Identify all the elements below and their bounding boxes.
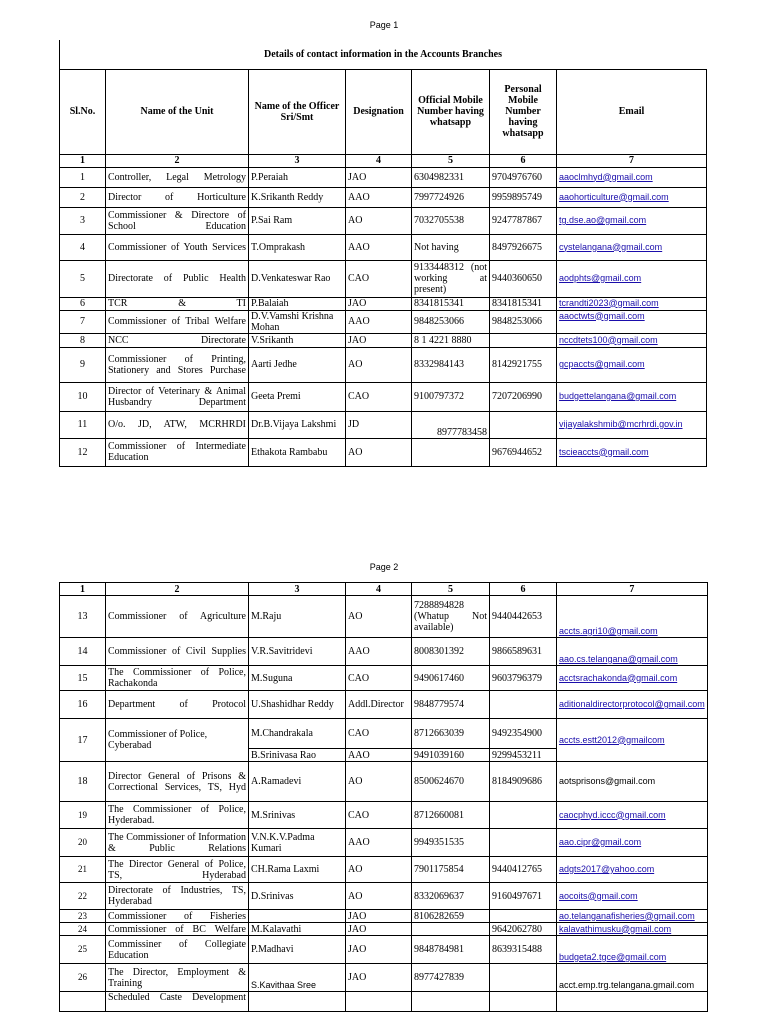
sl-no-cell: [60, 992, 106, 1012]
personal-mobile-cell: 9492354900: [490, 719, 557, 749]
designation-cell: AO: [346, 207, 412, 234]
officer-name-cell: M.Chandrakala: [249, 719, 346, 749]
officer-name-cell: M.Raju: [249, 596, 346, 638]
sl-no-cell: 15: [60, 666, 106, 691]
table-row: [60, 297, 707, 310]
official-mobile-cell: 8977427839: [412, 964, 490, 992]
personal-mobile-cell: 7207206990: [490, 382, 557, 411]
unit-name-cell: Commissioner of Police, Cyberabad: [106, 719, 249, 762]
personal-mobile-cell: 8341815341: [490, 297, 557, 310]
column-number: 5: [412, 583, 490, 596]
email-cell[interactable]: vijayalakshmib@mcrhrdi.gov.in: [557, 411, 707, 438]
email-cell[interactable]: aao.cipr@gmail.com: [557, 829, 708, 857]
unit-name-cell: TCR & TI: [106, 297, 249, 310]
personal-mobile-cell: 9642062780: [490, 923, 557, 936]
official-mobile-cell: 7901175854: [412, 857, 490, 883]
designation-cell: CAO: [346, 802, 412, 829]
email-cell[interactable]: aditionaldirectorprotocol@gmail.com: [557, 691, 708, 719]
officer-name-cell: V.R.Savitridevi: [249, 638, 346, 666]
designation-cell: AAO: [346, 638, 412, 666]
officer-name-cell: A.Ramadevi: [249, 762, 346, 802]
designation-cell: CAO: [346, 382, 412, 411]
personal-mobile-cell: 9440360650: [490, 260, 557, 297]
email-cell[interactable]: tscieaccts@gmail.com: [557, 438, 707, 466]
email-cell[interactable]: aaoctwts@gmail.com: [557, 310, 707, 333]
designation-cell: JAO: [346, 167, 412, 187]
sl-no-cell: 26: [60, 964, 106, 992]
official-mobile-cell: 9133448312 (not working at present): [412, 260, 490, 297]
unit-name-cell: The Director General of Police, TS, Hyderabad: [106, 857, 249, 883]
column-number: 7: [557, 583, 708, 596]
designation-cell: Addl.Director: [346, 691, 412, 719]
email-cell[interactable]: kalavathimusku@gmail.com: [557, 923, 708, 936]
officer-name-cell: P.Madhavi: [249, 936, 346, 964]
personal-mobile-cell: [490, 910, 557, 923]
email-cell[interactable]: caocphyd.iccc@gmail.com: [557, 802, 708, 829]
official-mobile-cell: 8 1 4221 8880: [412, 333, 490, 347]
personal-mobile-cell: [490, 964, 557, 992]
officer-name-cell: Dr.B.Vijaya Lakshmi: [249, 411, 346, 438]
email-cell[interactable]: budgeta2.tgce@gmail.com: [557, 936, 708, 964]
column-number: 3: [249, 583, 346, 596]
column-number: 3: [249, 154, 346, 167]
column-header-7: Email: [557, 69, 707, 154]
sl-no-cell: 17: [60, 719, 106, 762]
contact-table-page-1: [59, 40, 707, 467]
official-mobile-cell: 8712663039: [412, 719, 490, 749]
table-row: [60, 829, 708, 857]
table-row: [60, 883, 708, 910]
designation-cell: JAO: [346, 936, 412, 964]
officer-name-cell: M.Kalavathi: [249, 923, 346, 936]
table-title: Details of contact information in the Accounts Branches: [263, 48, 503, 60]
column-header-4: Designation: [346, 69, 412, 154]
designation-cell: JD: [346, 411, 412, 438]
designation-cell: AO: [346, 883, 412, 910]
unit-name-cell: Commissioner of Tribal Welfare: [106, 310, 249, 333]
personal-mobile-cell: 9676944652: [490, 438, 557, 466]
official-mobile-cell: 8341815341: [412, 297, 490, 310]
designation-cell: AO: [346, 857, 412, 883]
officer-name-cell: V.Srikanth: [249, 333, 346, 347]
table-row: [60, 992, 708, 1012]
official-mobile-cell: [412, 438, 490, 466]
table-row: [60, 207, 707, 234]
designation-cell: AO: [346, 347, 412, 382]
table-row: [60, 310, 707, 333]
sl-no-cell: 22: [60, 883, 106, 910]
personal-mobile-cell: 8184909686: [490, 762, 557, 802]
unit-name-cell: Commissioner of Civil Supplies: [106, 638, 249, 666]
sl-no-cell: 25: [60, 936, 106, 964]
column-number: 1: [60, 154, 106, 167]
table-row: [60, 333, 707, 347]
header-row: [60, 69, 707, 154]
officer-name-cell: B.Srinivasa Rao: [249, 749, 346, 762]
officer-name-cell: K.Srikanth Reddy: [249, 187, 346, 207]
designation-cell: AAO: [346, 187, 412, 207]
unit-name-cell: Directorate of Industries, TS, Hyderabad: [106, 883, 249, 910]
unit-name-cell: Directorate of Public Health: [106, 260, 249, 297]
unit-name-cell: The Commissioner of Police, Rachakonda: [106, 666, 249, 691]
sl-no-cell: 11: [60, 411, 106, 438]
designation-cell: CAO: [346, 260, 412, 297]
sl-no-cell: 8: [60, 333, 106, 347]
designation-cell: AO: [346, 596, 412, 638]
email-cell[interactable]: accts.estt2012@gmailcom: [557, 719, 708, 762]
unit-name-cell: O/o. JD, ATW, MCRHRDI: [106, 411, 249, 438]
table-row: [60, 596, 708, 638]
designation-cell: JAO: [346, 297, 412, 310]
unit-name-cell: Commissioner of Intermediate Education: [106, 438, 249, 466]
unit-name-cell: Director of Veterinary & Animal Husbandry Department: [106, 382, 249, 411]
email-cell[interactable]: gcpaccts@gmail.com: [557, 347, 707, 382]
personal-mobile-cell: 8142921755: [490, 347, 557, 382]
personal-mobile-cell: 9247787867: [490, 207, 557, 234]
designation-cell: CAO: [346, 719, 412, 749]
table-row: [60, 438, 707, 466]
official-mobile-cell: 9848253066: [412, 310, 490, 333]
unit-name-cell: Commissioner of Youth Services: [106, 234, 249, 260]
official-mobile-cell: [412, 923, 490, 936]
unit-name-cell: Commissioner of BC Welfare: [106, 923, 249, 936]
designation-cell: AAO: [346, 749, 412, 762]
designation-cell: JAO: [346, 923, 412, 936]
column-number: 6: [490, 154, 557, 167]
official-mobile-cell: 9949351535: [412, 829, 490, 857]
email-cell[interactable]: cystelangana@gmail.com: [557, 234, 707, 260]
personal-mobile-cell: 9603796379: [490, 666, 557, 691]
officer-name-cell: U.Shashidhar Reddy: [249, 691, 346, 719]
designation-cell: JAO: [346, 910, 412, 923]
officer-name-cell: M.Srinivas: [249, 802, 346, 829]
official-mobile-cell: 8106282659: [412, 910, 490, 923]
designation-cell: AAO: [346, 829, 412, 857]
designation-cell: AO: [346, 762, 412, 802]
table-row: [60, 691, 708, 719]
officer-name-cell: CH.Rama Laxmi: [249, 857, 346, 883]
officer-name-cell: D.V.Vamshi Krishna Mohan: [249, 310, 346, 333]
officer-name-cell: V.N.K.V.Padma Kumari: [249, 829, 346, 857]
official-mobile-cell: 8332069637: [412, 883, 490, 910]
email-cell[interactable]: aaoclmhyd@gmail.com: [557, 167, 707, 187]
table-row: [60, 260, 707, 297]
email-cell[interactable]: aao.cs.telangana@gmail.com: [557, 638, 708, 666]
official-mobile-cell: 9490617460: [412, 666, 490, 691]
designation-cell: [346, 992, 412, 1012]
table-row: [60, 719, 708, 749]
column-number-row: [60, 583, 708, 596]
officer-name-cell: Geeta Premi: [249, 382, 346, 411]
designation-cell: AAO: [346, 310, 412, 333]
designation-cell: AAO: [346, 234, 412, 260]
column-number-row: [60, 154, 707, 167]
personal-mobile-cell: 9299453211: [490, 749, 557, 762]
officer-name-cell: S.Kavithaa Sree: [249, 964, 346, 992]
table-row: [60, 411, 707, 438]
unit-name-cell: Commissiner of Collegiate Education: [106, 936, 249, 964]
table-row: [60, 964, 708, 992]
email-cell[interactable]: nccdtets100@gmail.com: [557, 333, 707, 347]
email-cell[interactable]: ao.telanganafisheries@gmail.com: [557, 910, 708, 923]
personal-mobile-cell: [490, 411, 557, 438]
sl-no-cell: 20: [60, 829, 106, 857]
table-row: [60, 923, 708, 936]
email-cell[interactable]: aaohorticulture@gmail.com: [557, 187, 707, 207]
officer-name-cell: P.Sai Ram: [249, 207, 346, 234]
officer-name-cell: D.Srinivas: [249, 883, 346, 910]
designation-cell: JAO: [346, 333, 412, 347]
sl-no-cell: 6: [60, 297, 106, 310]
personal-mobile-cell: [490, 802, 557, 829]
sl-no-cell: 2: [60, 187, 106, 207]
official-mobile-cell: 8500624670: [412, 762, 490, 802]
email-cell[interactable]: budgettelangana@gmail.com: [557, 382, 707, 411]
sl-no-cell: 14: [60, 638, 106, 666]
official-mobile-cell: Not having: [412, 234, 490, 260]
sl-no-cell: 4: [60, 234, 106, 260]
personal-mobile-cell: 9704976760: [490, 167, 557, 187]
email-cell[interactable]: aotsprisons@gmail.com: [557, 762, 708, 802]
personal-mobile-cell: 9160497671: [490, 883, 557, 910]
personal-mobile-cell: [490, 691, 557, 719]
officer-name-cell: M.Suguna: [249, 666, 346, 691]
official-mobile-cell: 9100797372: [412, 382, 490, 411]
column-number: 4: [346, 583, 412, 596]
table-row: [60, 936, 708, 964]
personal-mobile-cell: 9866589631: [490, 638, 557, 666]
designation-cell: CAO: [346, 666, 412, 691]
personal-mobile-cell: [490, 992, 557, 1012]
unit-name-cell: Scheduled Caste Development: [106, 992, 249, 1012]
officer-name-cell: D.Venkateswar Rao: [249, 260, 346, 297]
table-row: [60, 910, 708, 923]
personal-mobile-cell: 9959895749: [490, 187, 557, 207]
table-row: [60, 857, 708, 883]
unit-name-cell: Commissioner & Directore of School Education: [106, 207, 249, 234]
personal-mobile-cell: 9440442653: [490, 596, 557, 638]
personal-mobile-cell: 9848253066: [490, 310, 557, 333]
table-row: [60, 666, 708, 691]
sl-no-cell: 21: [60, 857, 106, 883]
table-row: [60, 187, 707, 207]
column-header-5: Official Mobile Number having whatsapp: [412, 69, 490, 154]
email-cell[interactable]: adgts2017@yahoo.com: [557, 857, 708, 883]
officer-name-cell: [249, 910, 346, 923]
unit-name-cell: The Commissioner of Information & Public Relations: [106, 829, 249, 857]
email-cell[interactable]: accts.agri10@gmail.com: [557, 596, 708, 638]
officer-name-cell: [249, 992, 346, 1012]
email-cell[interactable]: [557, 992, 708, 1012]
column-number: 2: [106, 154, 249, 167]
sl-no-cell: 16: [60, 691, 106, 719]
table-row: [60, 347, 707, 382]
officer-name-cell: P.Balaiah: [249, 297, 346, 310]
column-number: 7: [557, 154, 707, 167]
personal-mobile-cell: 8639315488: [490, 936, 557, 964]
sl-no-cell: 23: [60, 910, 106, 923]
personal-mobile-cell: [490, 333, 557, 347]
sl-no-cell: 1: [60, 167, 106, 187]
official-mobile-cell: [412, 992, 490, 1012]
sl-no-cell: 19: [60, 802, 106, 829]
officer-name-cell: Ethakota Rambabu: [249, 438, 346, 466]
designation-cell: AO: [346, 438, 412, 466]
unit-name-cell: Commissioner of Agriculture: [106, 596, 249, 638]
unit-name-cell: Controller, Legal Metrology: [106, 167, 249, 187]
page-number-1: Page 1: [369, 20, 399, 30]
title-left-border: [59, 40, 60, 69]
column-number: 2: [106, 583, 249, 596]
column-header-1: Sl.No.: [60, 69, 106, 154]
unit-name-cell: Director General of Prisons & Correctional Services, TS, Hyd: [106, 762, 249, 802]
table-row: [60, 167, 707, 187]
sl-no-cell: 13: [60, 596, 106, 638]
official-mobile-cell: 9848779574: [412, 691, 490, 719]
official-mobile-cell: 8977783458: [412, 411, 490, 438]
official-mobile-cell: 7288894828 (Whatup Not available): [412, 596, 490, 638]
unit-name-cell: Director of Horticulture: [106, 187, 249, 207]
official-mobile-cell: 6304982331: [412, 167, 490, 187]
column-number: 6: [490, 583, 557, 596]
email-cell[interactable]: tg.dse.ao@gmail.com: [557, 207, 707, 234]
official-mobile-cell: 9848784981: [412, 936, 490, 964]
personal-mobile-cell: [490, 829, 557, 857]
official-mobile-cell: 8008301392: [412, 638, 490, 666]
official-mobile-cell: 9491039160: [412, 749, 490, 762]
officer-name-cell: P.Peraiah: [249, 167, 346, 187]
email-cell[interactable]: tcrandti2023@gmail.com: [557, 297, 707, 310]
personal-mobile-cell: 9440412765: [490, 857, 557, 883]
official-mobile-cell: 8332984143: [412, 347, 490, 382]
email-cell[interactable]: acct.emp.trg.telangana.gmail.com: [557, 964, 708, 992]
sl-no-cell: 3: [60, 207, 106, 234]
page-number-2: Page 2: [369, 562, 399, 572]
contact-table-page-2: [59, 582, 708, 1012]
officer-name-cell: T.Omprakash: [249, 234, 346, 260]
unit-name-cell: Commissioner of Printing, Stationery and Stores Purchase: [106, 347, 249, 382]
personal-mobile-cell: 8497926675: [490, 234, 557, 260]
unit-name-cell: Commissioner of Fisheries: [106, 910, 249, 923]
designation-cell: JAO: [346, 964, 412, 992]
sl-no-cell: 24: [60, 923, 106, 936]
official-mobile-cell: 8712660081: [412, 802, 490, 829]
column-number: 1: [60, 583, 106, 596]
table-row: [60, 234, 707, 260]
table-row: [60, 802, 708, 829]
officer-name-cell: Aarti Jedhe: [249, 347, 346, 382]
email-cell[interactable]: aocoits@gmail.com: [557, 883, 708, 910]
table-row: [60, 638, 708, 666]
sl-no-cell: 10: [60, 382, 106, 411]
table-row: [60, 762, 708, 802]
sl-no-cell: 5: [60, 260, 106, 297]
unit-name-cell: NCC Directorate: [106, 333, 249, 347]
email-cell[interactable]: acctsrachakonda@gmail.com: [557, 666, 708, 691]
unit-name-cell: Department of Protocol: [106, 691, 249, 719]
title-row: [60, 40, 707, 69]
column-header-2: Name of the Unit: [106, 69, 249, 154]
official-mobile-cell: 7032705538: [412, 207, 490, 234]
email-cell[interactable]: aodphts@gmail.com: [557, 260, 707, 297]
column-header-6: Personal Mobile Number having whatsapp: [490, 69, 557, 154]
sl-no-cell: 9: [60, 347, 106, 382]
sl-no-cell: 12: [60, 438, 106, 466]
sl-no-cell: 18: [60, 762, 106, 802]
table-row: [60, 382, 707, 411]
official-mobile-cell: 7997724926: [412, 187, 490, 207]
unit-name-cell: The Commissioner of Police, Hyderabad.: [106, 802, 249, 829]
unit-name-cell: The Director, Employment & Training: [106, 964, 249, 992]
column-number: 5: [412, 154, 490, 167]
column-header-3: Name of the Officer Sri/Smt: [249, 69, 346, 154]
column-number: 4: [346, 154, 412, 167]
sl-no-cell: 7: [60, 310, 106, 333]
